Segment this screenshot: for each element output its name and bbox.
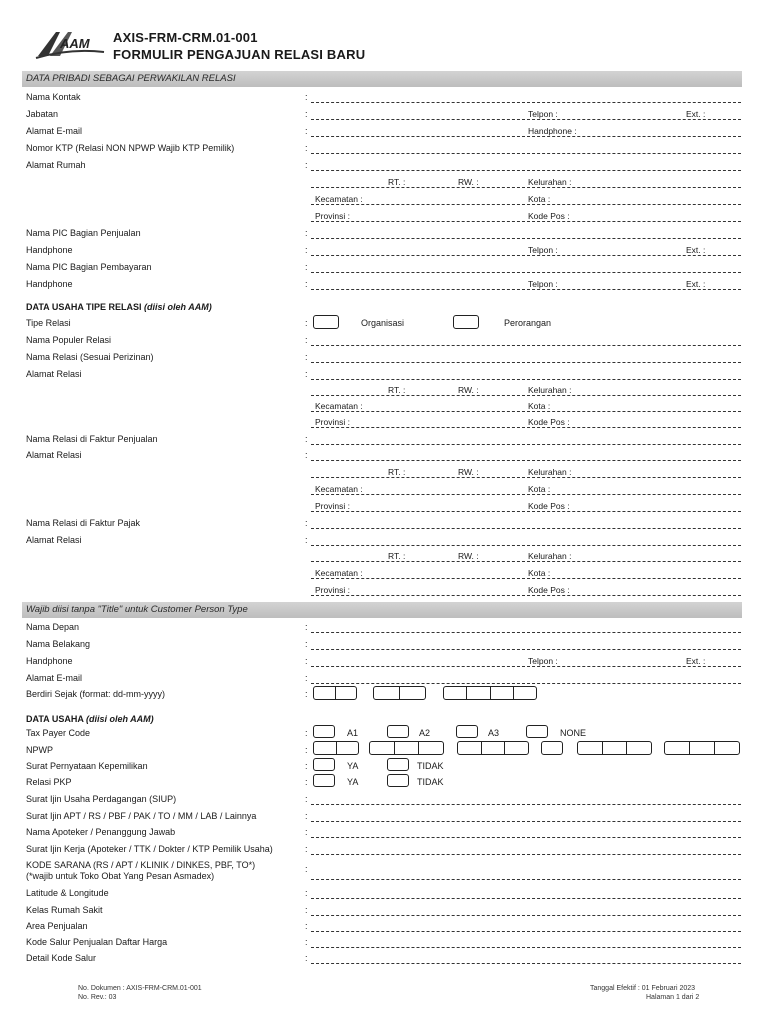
form-code: AXIS-FRM-CRM.01-001 [113,30,258,45]
field-nomor-ktp[interactable] [311,153,741,154]
colon: : [305,622,308,632]
field-alamat-relasi-1[interactable] [311,379,741,380]
sub-kelurahan: Kelurahan : [528,177,572,187]
colon: : [305,535,308,545]
footer-no-rev: No. Rev.: 03 [78,994,117,1001]
colon: : [305,160,308,170]
colon: : [305,745,308,755]
field-handphone-person[interactable] [311,666,741,667]
colon: : [305,318,308,328]
label-npwp: NPWP [26,745,53,755]
colon: : [305,888,308,898]
sub-kode-pos: Kode Pos : [528,417,570,427]
field-kecamatan-2[interactable] [311,494,741,495]
colon: : [305,827,308,837]
sub-provinsi: Provinsi : [315,501,350,511]
field-rt-rw-1[interactable] [311,395,741,396]
colon: : [305,921,308,931]
field-provinsi-2[interactable] [311,511,741,512]
option-organisasi: Organisasi [361,318,405,328]
colon: : [305,352,308,362]
colon: : [305,937,308,947]
logo-text: AAM [60,36,90,51]
colon: : [305,794,308,804]
field-alamat-relasi-3[interactable] [311,545,741,546]
label-surat-ijin-kerja: Surat Ijin Kerja (Apoteker / TTK / Dokter / KTP Pemilik Usaha) [26,844,273,854]
sub-provinsi: Provinsi : [315,211,350,221]
field-kode-sarana[interactable] [311,879,741,880]
section-band-title: Wajib diisi tanpa "Title" untuk Customer Person Type [26,604,248,615]
label-handphone-penjualan: Handphone [26,245,73,255]
sub-rw: RW. : [458,467,479,477]
checkbox-pernyataan-tidak[interactable] [387,758,409,771]
field-kecamatan-3[interactable] [311,578,741,579]
colon: : [305,92,308,102]
sub-rw: RW. : [458,551,479,561]
label-jabatan: Jabatan [26,109,59,119]
sub-rw: RW. : [458,177,479,187]
checkbox-a2[interactable] [387,725,409,738]
checkbox-none[interactable] [526,725,548,738]
sub-kecamatan: Kecamatan : [315,484,363,494]
colon: : [305,143,308,153]
date-mm-boxes[interactable] [373,686,426,700]
sub-kota: Kota : [528,484,551,494]
sub-kelurahan: Kelurahan : [528,467,572,477]
field-alamat-email[interactable] [311,136,741,137]
label-faktur-pajak: Nama Relasi di Faktur Pajak [26,518,141,528]
field-area-penjualan[interactable] [311,931,741,932]
field-surat-ijin-apt[interactable] [311,821,741,822]
sub-kecamatan: Kecamatan : [315,401,363,411]
section-band-pribadi [22,71,742,87]
label-nama-belakang: Nama Belakang [26,639,91,649]
label-nama-relasi: Nama Relasi (Sesuai Perizinan) [26,352,154,362]
option-none: NONE [560,728,587,738]
label-area-penjualan: Area Penjualan [26,921,88,931]
footer-halaman: Halaman 1 dari 2 [646,994,700,1001]
checkbox-perorangan[interactable] [453,315,479,329]
sub-kode-pos: Kode Pos : [528,585,570,595]
colon: : [305,434,308,444]
field-rt-rw-3[interactable] [311,561,741,562]
sub-kota: Kota : [528,568,551,578]
npwp-boxes-6[interactable] [664,741,740,755]
sub-provinsi: Provinsi : [315,417,350,427]
colon: : [305,689,308,699]
option-a3: A3 [488,728,500,738]
label-nama-depan: Nama Depan [26,622,80,632]
field-nama-apoteker[interactable] [311,837,741,838]
sub-provinsi: Provinsi : [315,585,350,595]
field-email-person[interactable] [311,683,741,684]
label-tipe-relasi: Tipe Relasi [26,318,71,328]
label-detail-kode-salur: Detail Kode Salur [26,953,97,963]
colon: : [305,905,308,915]
checkbox-a3[interactable] [456,725,478,738]
option-ya: YA [347,761,359,771]
sub-kota: Kota : [528,401,551,411]
sub-kode-pos: Kode Pos : [528,211,570,221]
option-ya: YA [347,777,359,787]
sub-ext: Ext. : [686,279,706,289]
label-kelas-rs: Kelas Rumah Sakit [26,905,103,915]
date-dd-boxes[interactable] [313,686,357,700]
colon: : [305,279,308,289]
sub-telpon: Telpon : [528,245,558,255]
option-perorangan: Perorangan [504,318,552,328]
sub-rt: RT. : [388,551,406,561]
label-nomor-ktp: Nomor KTP (Relasi NON NPWP Wajib KTP Pemilik) [26,143,235,153]
label-handphone-person: Handphone [26,656,73,666]
label-lat-long: Latitude & Longitude [26,888,109,898]
label-nama-apoteker: Nama Apoteker / Penanggung Jawab [26,827,176,837]
section-band-person [22,602,742,618]
field-nama-belakang[interactable] [311,649,741,650]
checkbox-a1[interactable] [313,725,335,738]
label-alamat-rumah: Alamat Rumah [26,160,86,170]
section-title-usaha-tipe: DATA USAHA TIPE RELASI (diisi oleh AAM) [26,302,212,312]
field-alamat-rumah[interactable] [311,170,741,171]
field-kecamatan-kota[interactable] [311,204,741,205]
option-tidak: TIDAK [417,777,444,787]
label-relasi-pkp: Relasi PKP [26,777,72,787]
label-siup: Surat Ijin Usaha Perdagangan (SIUP) [26,794,177,804]
field-nama-populer[interactable] [311,345,741,346]
field-handphone-pembayaran[interactable] [311,289,741,290]
label-nama-populer: Nama Populer Relasi [26,335,112,345]
field-kelas-rs[interactable] [311,915,741,916]
label-pic-pembayaran: Nama PIC Bagian Pembayaran [26,262,152,272]
label-kode-sarana: KODE SARANA (RS / APT / KLINIK / DINKES, PBF, TO*) [26,860,256,870]
footer-tanggal-efektif: Tanggal Efektif : 01 Februari 2023 [590,985,696,992]
field-provinsi-3[interactable] [311,595,741,596]
sub-rt: RT. : [388,385,406,395]
label-berdiri-sejak: Berdiri Sejak (format: dd-mm-yyyy) [26,689,166,699]
form-title: FORMULIR PENGAJUAN RELASI BARU [113,47,366,62]
sub-rw: RW. : [458,385,479,395]
field-provinsi-1[interactable] [311,427,741,428]
colon: : [305,953,308,963]
label-surat-pernyataan: Surat Pernyataan Kepemilikan [26,761,148,771]
colon: : [305,673,308,683]
option-tidak: TIDAK [417,761,444,771]
colon: : [305,728,308,738]
label-kode-sarana-note: (*wajib untuk Toko Obat Yang Pesan Asmadex) [26,871,215,881]
sub-kecamatan: Kecamatan : [315,194,363,204]
field-pic-penjualan[interactable] [311,238,741,239]
field-detail-kode-salur[interactable] [311,963,741,964]
checkbox-pkp-tidak[interactable] [387,774,409,787]
field-nama-depan[interactable] [311,632,741,633]
field-lat-long[interactable] [311,898,741,899]
sub-kelurahan: Kelurahan : [528,551,572,561]
option-a2: A2 [419,728,431,738]
sub-kota: Kota : [528,194,551,204]
field-faktur-pajak[interactable] [311,528,741,529]
colon: : [305,450,308,460]
colon: : [305,761,308,771]
checkbox-pkp-ya[interactable] [313,774,335,787]
sub-kecamatan: Kecamatan : [315,568,363,578]
sub-ext: Ext. : [686,109,706,119]
colon: : [305,126,308,136]
colon: : [305,639,308,649]
colon: : [305,518,308,528]
label-alamat-relasi-2: Alamat Relasi [26,450,82,460]
label-tax-payer-code: Tax Payer Code [26,728,91,738]
label-email-person: Alamat E-mail [26,673,83,683]
sub-ext: Ext. : [686,656,706,666]
field-pic-pembayaran[interactable] [311,272,741,273]
field-kode-salur[interactable] [311,947,741,948]
field-handphone-penjualan[interactable] [311,255,741,256]
section-title-data-usaha: DATA USAHA (diisi oleh AAM) [26,714,154,724]
section-band-title: DATA PRIBADI SEBAGAI PERWAKILAN RELASI [26,73,236,84]
field-kecamatan-1[interactable] [311,411,741,412]
sub-telpon: Telpon : [528,109,558,119]
colon: : [305,844,308,854]
sub-handphone: Handphone : [528,126,577,136]
sub-rt: RT. : [388,467,406,477]
sub-ext: Ext. : [686,245,706,255]
colon: : [305,864,308,874]
sub-rt: RT. : [388,177,406,187]
field-provinsi-kodepos[interactable] [311,221,741,222]
footer-no-dokumen: No. Dokumen : AXIS-FRM-CRM.01-001 [78,985,202,992]
colon: : [305,228,308,238]
sub-telpon: Telpon : [528,279,558,289]
field-surat-ijin-kerja[interactable] [311,854,741,855]
field-rt-rw-2[interactable] [311,477,741,478]
colon: : [305,109,308,119]
label-pic-penjualan: Nama PIC Bagian Penjualan [26,228,141,238]
npwp-boxes-4[interactable] [541,741,563,755]
colon: : [305,245,308,255]
sub-kode-pos: Kode Pos : [528,501,570,511]
npwp-boxes-2[interactable] [369,741,444,755]
aam-logo [34,26,106,62]
label-alamat-email: Alamat E-mail [26,126,83,136]
colon: : [305,811,308,821]
sub-kelurahan: Kelurahan : [528,385,572,395]
sub-telpon: Telpon : [528,656,558,666]
checkbox-pernyataan-ya[interactable] [313,758,335,771]
label-surat-ijin-apt: Surat Ijin APT / RS / PBF / PAK / TO / MM / LAB / Lainnya [26,811,257,821]
field-nama-relasi[interactable] [311,362,741,363]
npwp-boxes-3[interactable] [457,741,529,755]
field-nama-kontak[interactable] [311,102,741,103]
field-siup[interactable] [311,804,741,805]
field-jabatan[interactable] [311,119,741,120]
checkbox-organisasi[interactable] [313,315,339,329]
npwp-boxes-1[interactable] [313,741,359,755]
label-alamat-relasi-1: Alamat Relasi [26,369,82,379]
date-yyyy-boxes[interactable] [443,686,537,700]
field-faktur-penjualan[interactable] [311,444,741,445]
label-kode-salur: Kode Salur Penjualan Daftar Harga [26,937,168,947]
npwp-boxes-5[interactable] [577,741,652,755]
colon: : [305,777,308,787]
field-rt-rw-kelurahan[interactable] [311,187,741,188]
label-nama-kontak: Nama Kontak [26,92,81,102]
colon: : [305,335,308,345]
label-alamat-relasi-3: Alamat Relasi [26,535,82,545]
colon: : [305,262,308,272]
option-a1: A1 [347,728,359,738]
field-alamat-relasi-2[interactable] [311,460,741,461]
colon: : [305,369,308,379]
colon: : [305,656,308,666]
label-handphone-pembayaran: Handphone [26,279,73,289]
label-faktur-penjualan: Nama Relasi di Faktur Penjualan [26,434,158,444]
